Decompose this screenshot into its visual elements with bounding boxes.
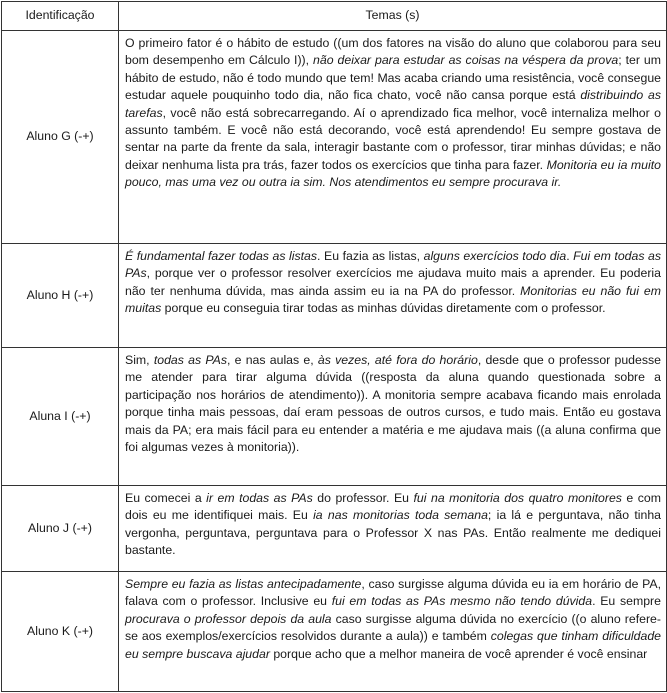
header-temas: Temas (s) <box>119 2 667 31</box>
table-row <box>2 31 667 244</box>
quote-text: . Eu sempre <box>592 594 661 609</box>
quote-text: , caso surgisse alguma dúvida eu ia em horário de PA, falava com o professor. Inclusive eu <box>125 577 661 609</box>
student-quote <box>119 486 667 572</box>
table-row <box>2 244 667 348</box>
quote-text: Eu comecei a <box>125 491 207 505</box>
quote-emphasis: todas as PAs <box>153 353 227 367</box>
quote-text: , porque ver o professor resolver exercícios me ajudava muito mais a aprender. Eu poderia não ter nenhuma dúvida, mas ainda assim eu ia na PA do professor. <box>125 266 661 298</box>
student-id: Aluno G (-+) <box>2 31 119 244</box>
student-id: Aluno K (-+) <box>2 572 119 692</box>
student-id: Aluno H (-+) <box>2 244 119 348</box>
quote-emphasis: às vezes, até fora do horário <box>317 353 478 367</box>
quote-emphasis: procurava o professor depois da aula <box>125 611 332 626</box>
quote-emphasis: ia nas monitorias toda semana <box>313 508 488 523</box>
quote-emphasis: Fui em todas as PAs <box>125 249 662 281</box>
header-identificacao: Identificação <box>2 2 119 31</box>
student-quote <box>119 572 667 692</box>
quote-emphasis: alguns exercícios todo dia <box>423 249 567 263</box>
quote-text: , e nas aulas e, <box>227 353 318 367</box>
quote-text: porque eu conseguia tirar todas as minhas dúvidas diretamente com o professor. <box>161 301 606 316</box>
quote-text: porque acho que a melhor maneira de você aprender é você ensinar <box>269 646 648 661</box>
quote-text: ; ia lá e perguntava, não tinha vergonha, perguntava, perguntava para o Professor X nas PAs. Então realmente me dediquei bastante. <box>125 508 661 558</box>
quote-emphasis: É fundamental fazer todas as listas <box>125 249 318 263</box>
quote-text: , desde que o professor pudesse me atender para tirar alguma dúvida ((resposta da aluna quando questionada sobre a participação nos horários de atendimento)). A monitoria sempre acabava ficando mais enrolada porque tinha mais pessoas, daí eram pessoas de outros cursos, e tudo mais. Então eu gostava mais da PA; era mais fácil para eu entender a matéria e me ajudava mais ((a aluna confirma que foi algumas vezes à monitoria)). <box>125 353 661 455</box>
table-row <box>2 572 667 692</box>
quote-emphasis: fui na monitoria dos quatro monitores <box>413 491 622 505</box>
quote-text: do professor. Eu <box>312 491 414 505</box>
quote-text: . Eu fazia as listas, <box>317 249 424 263</box>
quote-emphasis: colegas que tinham dificuldade eu sempre buscava ajudar <box>125 629 661 661</box>
student-id: Aluno J (-+) <box>2 486 119 572</box>
table-row <box>2 348 667 486</box>
quote-emphasis: Monitoria eu ia muito pouco, mas uma vez ou outra ia sim. Nos atendimentos eu sempre procurava ir. <box>125 157 661 190</box>
student-id: Aluna I (-+) <box>2 348 119 486</box>
quote-text: O primeiro fator é o hábito de estudo ((um dos fatores na visão do aluno que colaborou para seu bom desempenho em Cálculo I)), <box>125 36 661 68</box>
quote-emphasis: fui em todas as PAs mesmo não tendo dúvida <box>331 594 593 609</box>
quote-text: e com dois eu me identifiquei mais. Eu <box>125 491 662 523</box>
quote-text: ; ter um hábito de estudo, não é todo mundo que tem! Mas acaba criando uma resistência, você consegue estudar aquele pouquinho todo dia, não fica chato, você não cansa porque está <box>125 53 661 103</box>
student-quote <box>119 244 667 348</box>
student-quote <box>119 31 667 244</box>
quote-emphasis: Sempre eu fazia as listas antecipadamente <box>125 577 362 591</box>
quote-emphasis: Monitorias eu não fui em muitas <box>125 283 661 316</box>
quote-text: . <box>566 249 574 263</box>
quote-emphasis: ir em todas as PAs <box>206 491 313 505</box>
table-row <box>2 486 667 572</box>
header-row <box>2 2 667 31</box>
quote-text: Sim, <box>125 353 154 367</box>
quote-emphasis: não deixar para estudar as coisas na véspera da prova <box>313 53 619 68</box>
student-quote <box>119 348 667 486</box>
quote-emphasis: distribuindo as tarefas <box>125 88 661 120</box>
quote-text: , você não está sobrecarregando. Aí o aprendizado fica melhor, você internaliza melhor o assunto também. E você não está decorando, você está aprendendo! Eu sempre gostava de sentar na parte da frente da sala, interagir bastante com o professor, tirar minhas dúvidas; e não deixar nenhuma lista pra trás, fazer todos os exercícios que tinha para fazer. <box>125 105 661 172</box>
interview-table <box>1 1 667 692</box>
quote-text: caso surgisse alguma dúvida no exercício ((o aluno refere-se aos exemplos/exercícios resolvidos durante a aula)) e também <box>125 611 661 644</box>
